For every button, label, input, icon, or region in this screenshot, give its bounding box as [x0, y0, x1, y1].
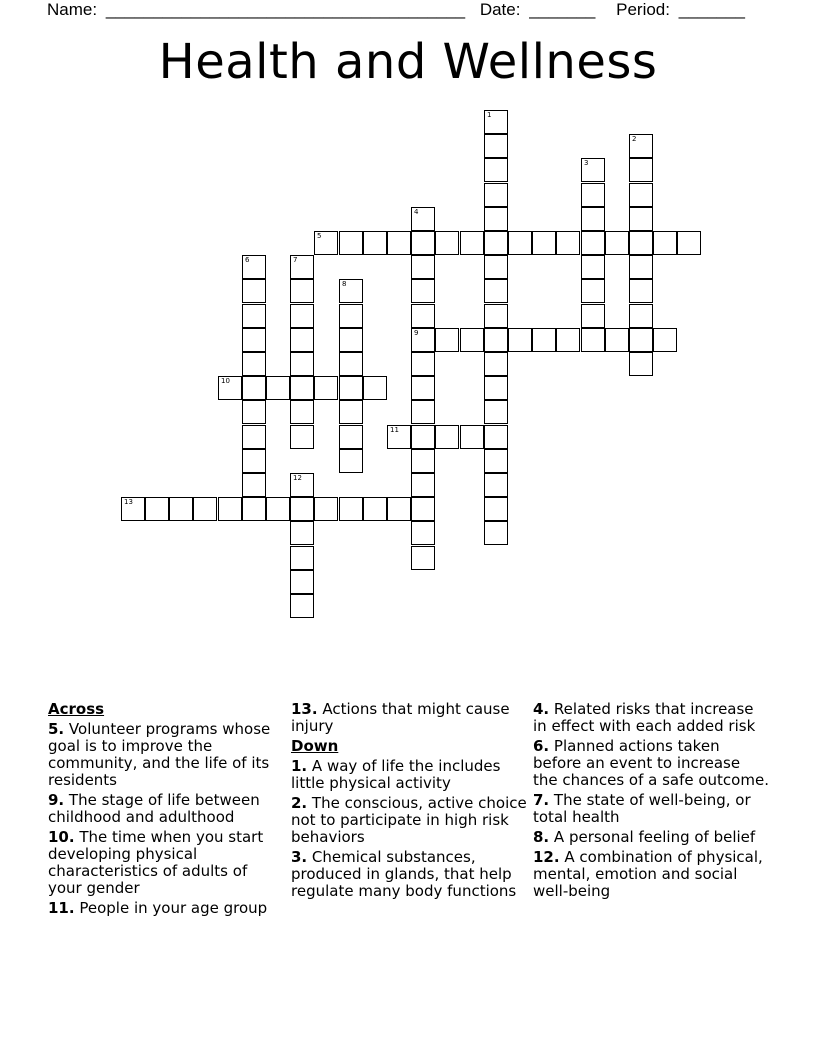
grid-cell[interactable] [411, 376, 435, 400]
clue-across-13 [291, 701, 527, 735]
clue-text: Actions that might cause injury [291, 700, 510, 735]
clue-text: The conscious, active choice not to participate in high risk behaviors [291, 794, 527, 846]
grid-cell[interactable] [484, 134, 508, 158]
grid-cell[interactable] [339, 231, 363, 255]
grid-cell[interactable] [242, 352, 266, 376]
grid-cell[interactable] [411, 255, 435, 279]
grid-cell[interactable] [411, 473, 435, 497]
grid-cell[interactable] [484, 400, 508, 424]
period-blank[interactable]: _______ [678, 0, 745, 19]
page-title: Health and Wellness [158, 34, 658, 90]
date-blank[interactable]: _______ [529, 0, 596, 19]
grid-cell[interactable] [121, 497, 145, 521]
grid-cell[interactable] [290, 497, 314, 521]
grid-cell[interactable] [629, 304, 653, 328]
clue-text: A personal feeling of belief [553, 828, 756, 846]
grid-cell[interactable] [242, 279, 266, 303]
student-info-header [47, 0, 749, 20]
grid-cell[interactable] [290, 400, 314, 424]
clue-across-10 [48, 829, 284, 897]
clue-down-2 [291, 795, 527, 846]
cell-number: 13 [124, 498, 133, 506]
cell-number: 10 [221, 377, 230, 385]
grid-cell[interactable] [532, 328, 556, 352]
cell-number: 4 [414, 208, 419, 216]
grid-cell[interactable] [411, 521, 435, 545]
clue-number: 8. [533, 828, 550, 846]
clue-text: Related risks that increase in effect with each added risk [533, 700, 756, 735]
grid-cell[interactable] [387, 231, 411, 255]
clue-down-6 [533, 738, 769, 789]
grid-cell[interactable] [556, 231, 580, 255]
grid-cell[interactable] [242, 304, 266, 328]
clue-text: Planned actions taken before an event to increase the chances of a safe outcome. [533, 737, 769, 789]
clue-text: A way of life the includes little physical activity [291, 757, 501, 792]
grid-cell[interactable] [387, 497, 411, 521]
clue-text: Chemical substances, produced in glands, that help regulate many body functions [291, 848, 517, 900]
grid-cell[interactable] [629, 158, 653, 182]
grid-cell[interactable] [339, 328, 363, 352]
clue-number: 5. [48, 720, 65, 738]
grid-cell[interactable] [581, 328, 605, 352]
grid-cell[interactable] [435, 328, 459, 352]
grid-cell[interactable] [242, 497, 266, 521]
cell-number: 6 [245, 256, 250, 264]
clue-down-3 [291, 849, 527, 900]
clue-number: 3. [291, 848, 308, 866]
grid-cell[interactable] [629, 279, 653, 303]
cell-number: 12 [293, 474, 302, 482]
grid-cell[interactable] [411, 449, 435, 473]
cell-number: 11 [390, 426, 399, 434]
grid-cell[interactable] [242, 255, 266, 279]
grid-cell[interactable] [484, 328, 508, 352]
grid-cell[interactable] [266, 376, 290, 400]
grid-cell[interactable] [460, 231, 484, 255]
grid-cell[interactable] [484, 110, 508, 134]
period-label: Period: [616, 0, 670, 19]
grid-cell[interactable] [339, 376, 363, 400]
grid-cell[interactable] [484, 497, 508, 521]
clue-across-5 [48, 721, 284, 789]
grid-cell[interactable] [484, 473, 508, 497]
clue-number: 1. [291, 757, 308, 775]
grid-cell[interactable] [290, 521, 314, 545]
clue-down-4 [533, 701, 769, 735]
grid-cell[interactable] [363, 376, 387, 400]
grid-cell[interactable] [339, 279, 363, 303]
grid-cell[interactable] [314, 231, 338, 255]
grid-cell[interactable] [581, 255, 605, 279]
grid-cell[interactable] [629, 231, 653, 255]
grid-cell[interactable] [484, 207, 508, 231]
grid-cell[interactable] [411, 352, 435, 376]
grid-cell[interactable] [339, 352, 363, 376]
clue-number: 13. [291, 700, 318, 718]
grid-cell[interactable] [605, 328, 629, 352]
grid-cell[interactable] [508, 328, 532, 352]
cell-number: 7 [293, 256, 298, 264]
grid-cell[interactable] [581, 231, 605, 255]
grid-cell[interactable] [411, 304, 435, 328]
clue-text: Volunteer programs whose goal is to improve the community, and the life of its residents [48, 720, 271, 789]
grid-cell[interactable] [363, 231, 387, 255]
down-heading: Down [291, 737, 339, 755]
grid-cell[interactable] [411, 231, 435, 255]
grid-cell[interactable] [460, 425, 484, 449]
grid-cell[interactable] [218, 497, 242, 521]
grid-cell[interactable] [435, 231, 459, 255]
grid-cell[interactable] [339, 425, 363, 449]
grid-cell[interactable] [581, 279, 605, 303]
grid-cell[interactable] [290, 425, 314, 449]
grid-cell[interactable] [387, 425, 411, 449]
grid-cell[interactable] [339, 304, 363, 328]
grid-cell[interactable] [290, 279, 314, 303]
grid-cell[interactable] [411, 425, 435, 449]
grid-cell[interactable] [290, 328, 314, 352]
grid-cell[interactable] [581, 158, 605, 182]
grid-cell[interactable] [629, 134, 653, 158]
grid-cell[interactable] [484, 255, 508, 279]
grid-cell[interactable] [411, 497, 435, 521]
clue-number: 12. [533, 848, 560, 866]
name-blank[interactable]: ______________________________________ [105, 0, 466, 19]
grid-cell[interactable] [677, 231, 701, 255]
clue-down-8 [533, 829, 769, 846]
date-label: Date: [479, 0, 521, 19]
grid-cell[interactable] [484, 183, 508, 207]
grid-cell[interactable] [411, 207, 435, 231]
grid-cell[interactable] [629, 207, 653, 231]
grid-cell[interactable] [290, 594, 314, 618]
clue-text: A combination of physical, mental, emotion and social well-being [533, 848, 763, 900]
grid-cell[interactable] [435, 425, 459, 449]
grid-cell[interactable] [411, 546, 435, 570]
grid-cell[interactable] [653, 231, 677, 255]
grid-cell[interactable] [363, 497, 387, 521]
clue-number: 10. [48, 828, 75, 846]
grid-cell[interactable] [581, 183, 605, 207]
clue-down-7 [533, 792, 769, 826]
grid-cell[interactable] [290, 376, 314, 400]
cell-number: 8 [342, 280, 347, 288]
grid-cell[interactable] [266, 497, 290, 521]
clue-text: The stage of life between childhood and adulthood [48, 791, 260, 826]
grid-cell[interactable] [484, 231, 508, 255]
grid-cell[interactable] [411, 279, 435, 303]
clue-across-11 [48, 900, 284, 917]
grid-cell[interactable] [290, 352, 314, 376]
grid-cell[interactable] [484, 304, 508, 328]
clue-text: The time when you start developing physical characteristics of adults of your gender [48, 828, 264, 897]
grid-cell[interactable] [169, 497, 193, 521]
clues-column-1 [48, 701, 284, 920]
grid-cell[interactable] [484, 521, 508, 545]
grid-cell[interactable] [411, 400, 435, 424]
grid-cell[interactable] [508, 231, 532, 255]
grid-cell[interactable] [653, 328, 677, 352]
clue-text: People in your age group [79, 899, 268, 917]
grid-cell[interactable] [581, 304, 605, 328]
grid-cell[interactable] [629, 352, 653, 376]
clue-number: 9. [48, 791, 65, 809]
clue-number: 4. [533, 700, 550, 718]
clue-number: 11. [48, 899, 75, 917]
cell-number: 2 [632, 135, 637, 143]
name-label: Name: [47, 0, 98, 19]
grid-cell[interactable] [242, 425, 266, 449]
grid-cell[interactable] [629, 183, 653, 207]
grid-cell[interactable] [484, 376, 508, 400]
grid-cell[interactable] [629, 255, 653, 279]
clue-down-1 [291, 758, 527, 792]
grid-cell[interactable] [484, 449, 508, 473]
grid-cell[interactable] [532, 231, 556, 255]
grid-cell[interactable] [193, 497, 217, 521]
clue-number: 6. [533, 737, 550, 755]
grid-cell[interactable] [460, 328, 484, 352]
clue-across-9 [48, 792, 284, 826]
clue-number: 7. [533, 791, 550, 809]
grid-cell[interactable] [411, 328, 435, 352]
grid-cell[interactable] [581, 207, 605, 231]
grid-cell[interactable] [242, 328, 266, 352]
grid-cell[interactable] [242, 376, 266, 400]
cell-number: 3 [584, 159, 589, 167]
clue-number: 2. [291, 794, 308, 812]
cell-number: 9 [414, 329, 419, 337]
grid-cell[interactable] [484, 158, 508, 182]
grid-cell[interactable] [314, 497, 338, 521]
grid-cell[interactable] [314, 376, 338, 400]
grid-cell[interactable] [290, 255, 314, 279]
clues-column-3 [533, 701, 769, 903]
grid-cell[interactable] [290, 304, 314, 328]
clue-down-12 [533, 849, 769, 900]
grid-cell[interactable] [339, 497, 363, 521]
grid-cell[interactable] [242, 400, 266, 424]
cell-number: 5 [317, 232, 322, 240]
grid-cell[interactable] [484, 279, 508, 303]
grid-cell[interactable] [339, 400, 363, 424]
grid-cell[interactable] [145, 497, 169, 521]
grid-cell[interactable] [290, 546, 314, 570]
grid-cell[interactable] [605, 231, 629, 255]
grid-cell[interactable] [339, 449, 363, 473]
grid-cell[interactable] [556, 328, 580, 352]
cell-number: 1 [487, 111, 492, 119]
grid-cell[interactable] [484, 352, 508, 376]
grid-cell[interactable] [290, 570, 314, 594]
grid-cell[interactable] [242, 473, 266, 497]
grid-cell[interactable] [629, 328, 653, 352]
grid-cell[interactable] [290, 473, 314, 497]
grid-cell[interactable] [242, 449, 266, 473]
grid-cell[interactable] [218, 376, 242, 400]
clues-column-2 [291, 701, 527, 903]
grid-cell[interactable] [484, 425, 508, 449]
across-heading: Across [48, 700, 105, 718]
clue-text: The state of well-being, or total health [533, 791, 751, 826]
